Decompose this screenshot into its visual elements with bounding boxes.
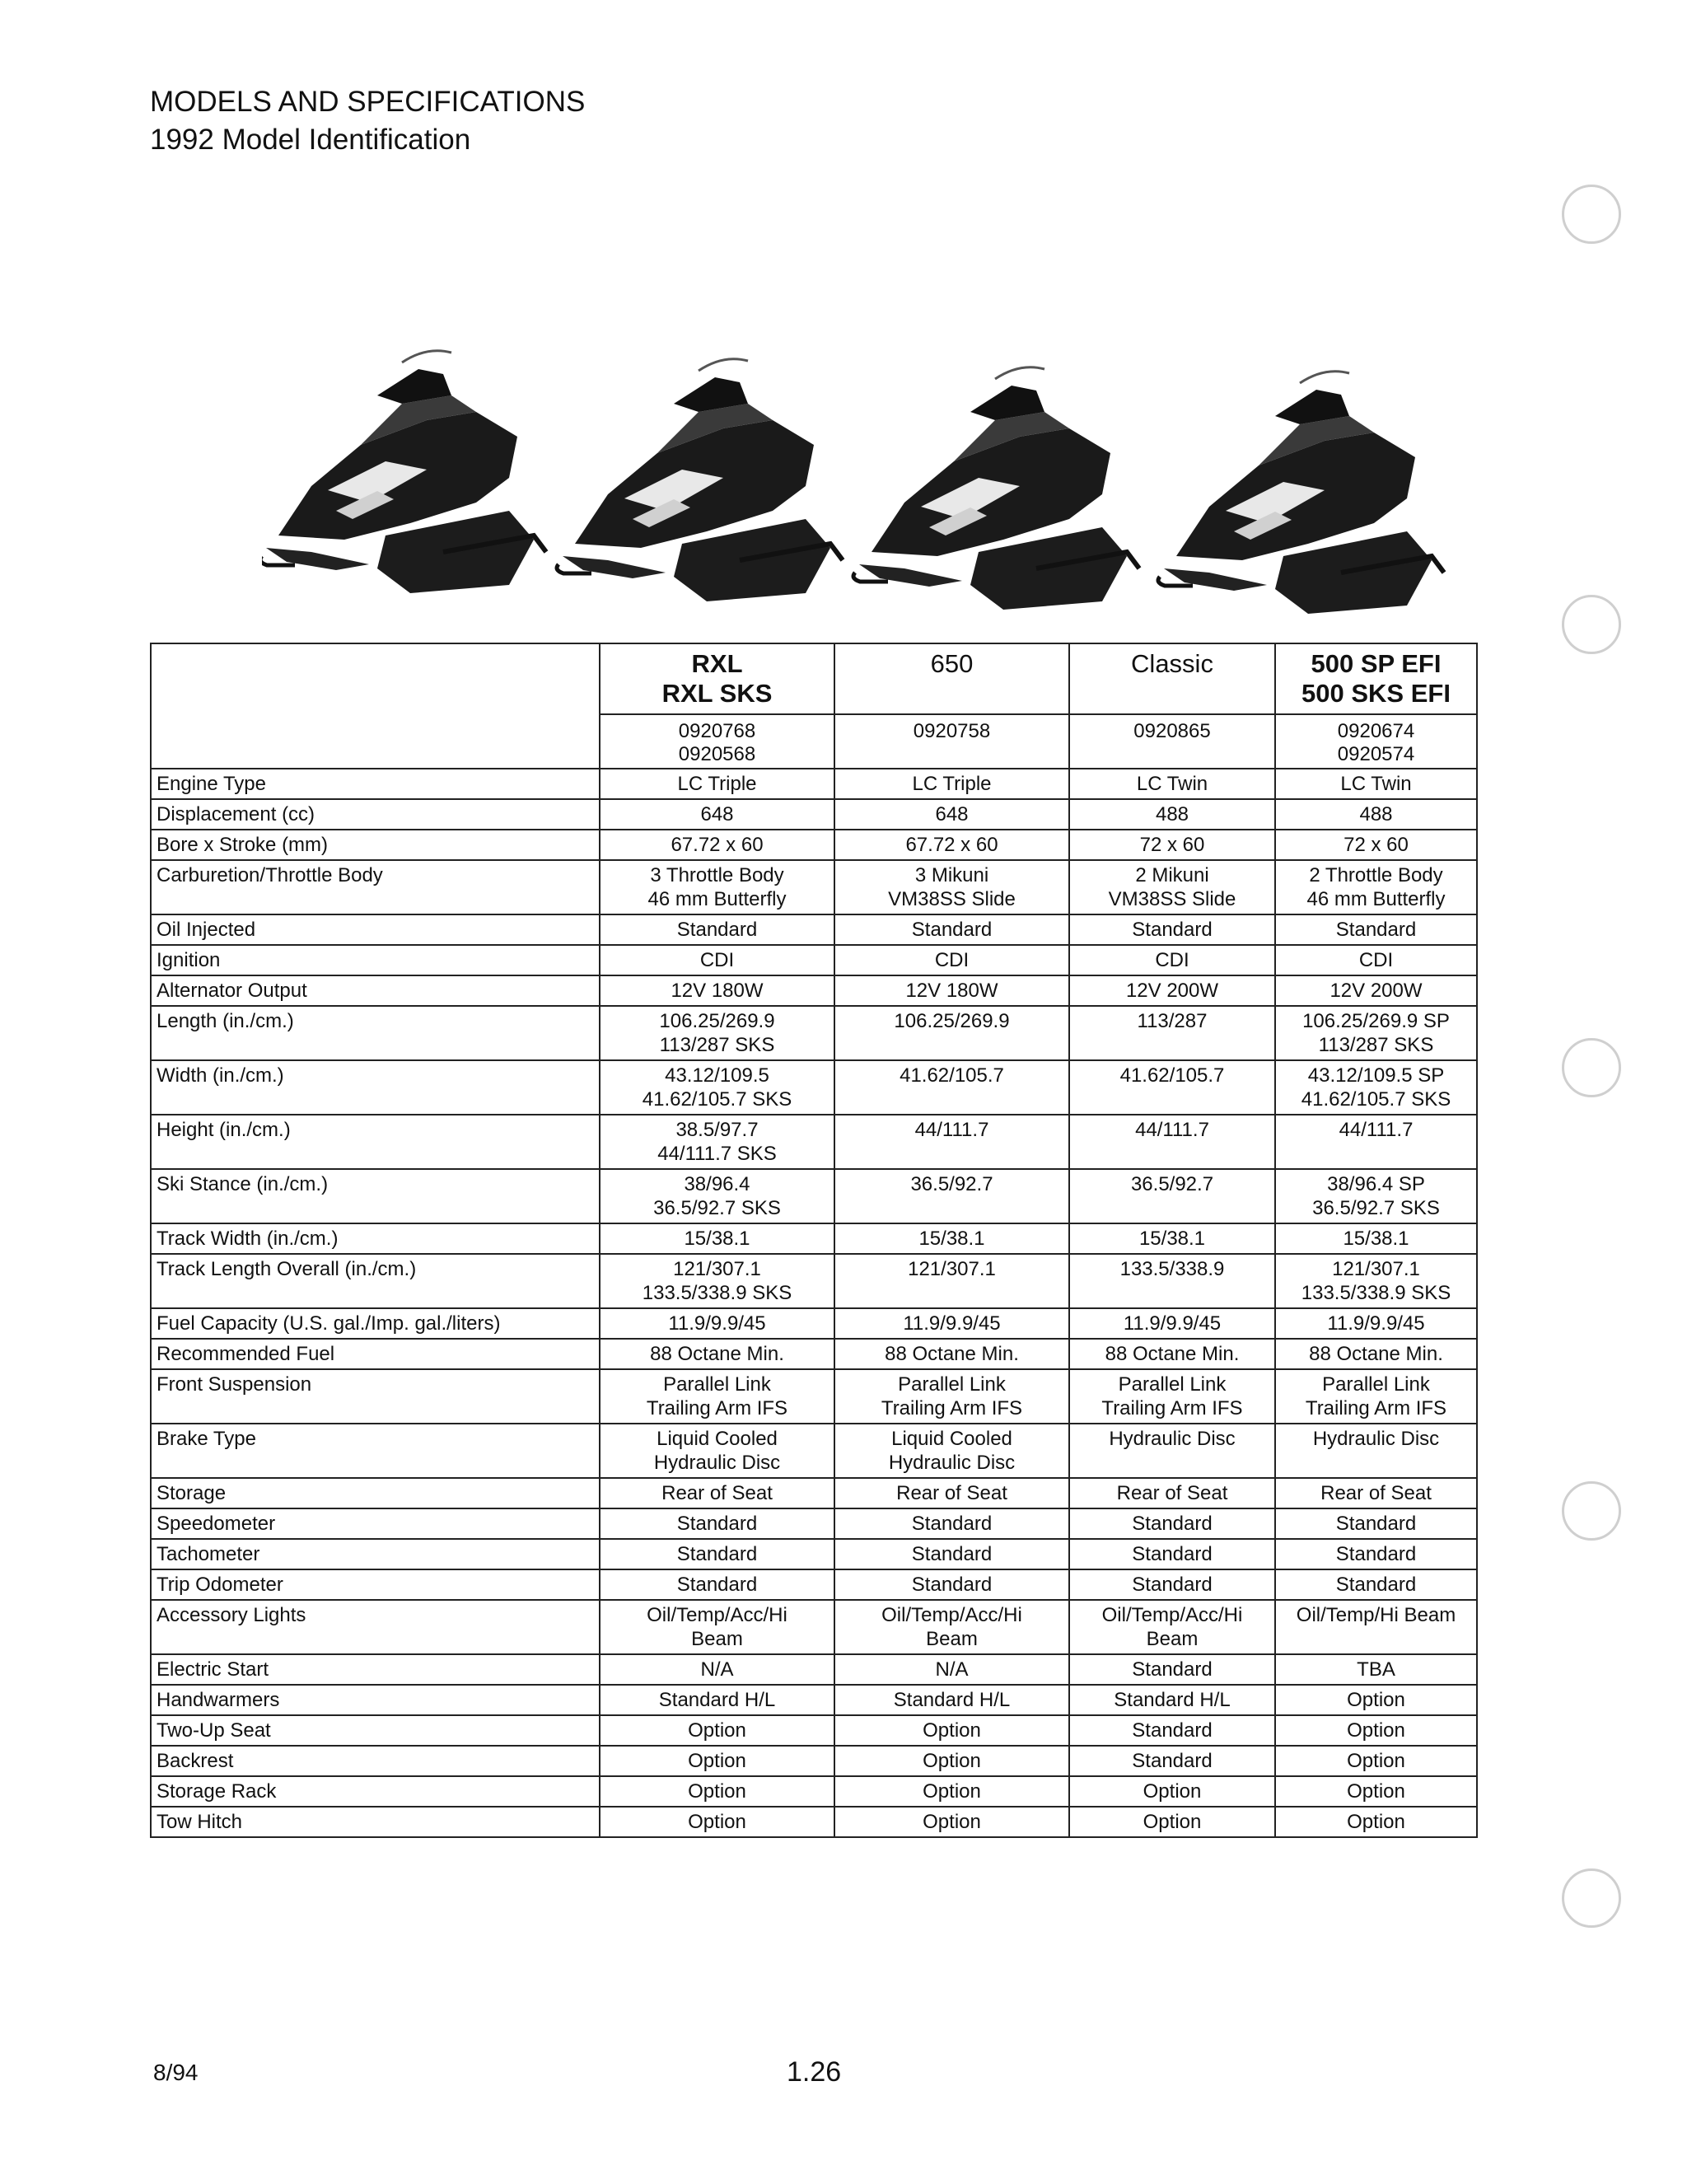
spec-value: 121/307.1 133.5/338.9 SKS <box>1275 1254 1477 1308</box>
spec-value: 36.5/92.7 <box>834 1169 1069 1223</box>
model-name: Classic <box>1069 643 1275 714</box>
spec-value: Hydraulic Disc <box>1069 1424 1275 1478</box>
spec-value: Option <box>834 1746 1069 1776</box>
spec-label: Accessory Lights <box>151 1600 600 1654</box>
binder-hole <box>1562 1481 1621 1541</box>
model-header-row <box>151 643 1477 714</box>
spec-value: 12V 200W <box>1275 975 1477 1006</box>
spec-value: 41.62/105.7 <box>834 1060 1069 1115</box>
spec-value: Standard <box>1069 1539 1275 1569</box>
spec-value: Option <box>1069 1807 1275 1837</box>
spec-label: Height (in./cm.) <box>151 1115 600 1169</box>
table-row <box>151 1006 1477 1060</box>
table-row <box>151 1715 1477 1746</box>
spec-label: Recommended Fuel <box>151 1339 600 1369</box>
model-name: 500 SP EFI 500 SKS EFI <box>1275 643 1477 714</box>
spec-value: 11.9/9.9/45 <box>1275 1308 1477 1339</box>
spec-value: TBA <box>1275 1654 1477 1685</box>
spec-value: Standard <box>1069 1654 1275 1685</box>
table-row <box>151 1478 1477 1508</box>
table-row <box>151 1569 1477 1600</box>
spec-label: Track Width (in./cm.) <box>151 1223 600 1254</box>
spec-value: Option <box>834 1715 1069 1746</box>
spec-value: Standard <box>1275 1569 1477 1600</box>
spec-value: Standard <box>1069 1746 1275 1776</box>
table-row <box>151 1424 1477 1478</box>
table-row <box>151 1508 1477 1539</box>
table-row <box>151 1060 1477 1115</box>
table-row <box>151 1776 1477 1807</box>
spec-value: 38/96.4 SP 36.5/92.7 SKS <box>1275 1169 1477 1223</box>
specifications-table <box>150 643 1478 1838</box>
spec-value: Hydraulic Disc <box>1275 1424 1477 1478</box>
table-row <box>151 860 1477 914</box>
spec-value: 488 <box>1275 799 1477 830</box>
spec-value: 67.72 x 60 <box>834 830 1069 860</box>
spec-value: Option <box>1275 1715 1477 1746</box>
spec-value: Liquid Cooled Hydraulic Disc <box>834 1424 1069 1478</box>
table-row <box>151 975 1477 1006</box>
spec-value: LC Triple <box>600 769 834 799</box>
spec-label: Backrest <box>151 1746 600 1776</box>
spec-value: 67.72 x 60 <box>600 830 834 860</box>
model-name: RXL RXL SKS <box>600 643 834 714</box>
table-row <box>151 1308 1477 1339</box>
spec-value: Parallel Link Trailing Arm IFS <box>834 1369 1069 1424</box>
spec-value: Option <box>834 1776 1069 1807</box>
spec-label: Bore x Stroke (mm) <box>151 830 600 860</box>
spec-value: 15/38.1 <box>1069 1223 1275 1254</box>
model-name: 650 <box>834 643 1069 714</box>
table-row <box>151 1115 1477 1169</box>
spec-value: CDI <box>1275 945 1477 975</box>
spec-value: Rear of Seat <box>600 1478 834 1508</box>
spec-value: Option <box>834 1807 1069 1837</box>
part-number: 0920674 0920574 <box>1275 714 1477 769</box>
spec-label: Ignition <box>151 945 600 975</box>
part-number: 0920758 <box>834 714 1069 769</box>
spec-value: Standard <box>1275 914 1477 945</box>
spec-value: Standard H/L <box>1069 1685 1275 1715</box>
spec-value: Option <box>600 1776 834 1807</box>
table-row <box>151 1369 1477 1424</box>
spec-value: 88 Octane Min. <box>1275 1339 1477 1369</box>
table-row <box>151 1685 1477 1715</box>
spec-value: 72 x 60 <box>1069 830 1275 860</box>
spec-value: Standard <box>600 1508 834 1539</box>
spec-value: 113/287 <box>1069 1006 1275 1060</box>
spec-value: 43.12/109.5 41.62/105.7 SKS <box>600 1060 834 1115</box>
spec-label: Brake Type <box>151 1424 600 1478</box>
spec-value: Rear of Seat <box>1275 1478 1477 1508</box>
part-number: 0920865 <box>1069 714 1275 769</box>
table-row <box>151 1223 1477 1254</box>
spec-value: 15/38.1 <box>600 1223 834 1254</box>
table-row <box>151 1539 1477 1569</box>
spec-label: Fuel Capacity (U.S. gal./Imp. gal./liters) <box>151 1308 600 1339</box>
spec-value: Parallel Link Trailing Arm IFS <box>600 1369 834 1424</box>
spec-value: 15/38.1 <box>834 1223 1069 1254</box>
binder-hole <box>1562 185 1621 244</box>
spec-label: Electric Start <box>151 1654 600 1685</box>
spec-value: 88 Octane Min. <box>1069 1339 1275 1369</box>
spec-label: Displacement (cc) <box>151 799 600 830</box>
spec-value: 43.12/109.5 SP 41.62/105.7 SKS <box>1275 1060 1477 1115</box>
spec-value: CDI <box>600 945 834 975</box>
spec-value: 11.9/9.9/45 <box>834 1308 1069 1339</box>
spec-label: Width (in./cm.) <box>151 1060 600 1115</box>
spec-value: 38.5/97.7 44/111.7 SKS <box>600 1115 834 1169</box>
spec-value: 88 Octane Min. <box>600 1339 834 1369</box>
spec-value: Standard <box>1275 1508 1477 1539</box>
spec-value: N/A <box>600 1654 834 1685</box>
spec-value: 133.5/338.9 <box>1069 1254 1275 1308</box>
table-row <box>151 1169 1477 1223</box>
binder-hole <box>1562 595 1621 654</box>
spec-value: 12V 180W <box>600 975 834 1006</box>
page-number: 1.26 <box>787 2056 842 2088</box>
spec-value: Option <box>1275 1746 1477 1776</box>
table-row <box>151 1807 1477 1837</box>
spec-value: Standard <box>600 914 834 945</box>
snowmobile-lineup-illustration <box>262 346 1530 626</box>
spec-label: Trip Odometer <box>151 1569 600 1600</box>
spec-value: 106.25/269.9 <box>834 1006 1069 1060</box>
spec-value: 11.9/9.9/45 <box>600 1308 834 1339</box>
spec-value: Oil/Temp/Acc/Hi Beam <box>834 1600 1069 1654</box>
spec-value: Option <box>1069 1776 1275 1807</box>
spec-value: 106.25/269.9 SP 113/287 SKS <box>1275 1006 1477 1060</box>
spec-value: Oil/Temp/Acc/Hi Beam <box>600 1600 834 1654</box>
binder-hole <box>1562 1868 1621 1928</box>
spec-value: LC Twin <box>1275 769 1477 799</box>
spec-value: 648 <box>600 799 834 830</box>
spec-value: Option <box>1275 1807 1477 1837</box>
spec-value: N/A <box>834 1654 1069 1685</box>
spec-value: Standard <box>1069 914 1275 945</box>
spec-value: Standard <box>1275 1539 1477 1569</box>
spec-value: Standard <box>834 914 1069 945</box>
spec-value: Standard <box>834 1508 1069 1539</box>
spec-value: Standard <box>600 1539 834 1569</box>
spec-value: 488 <box>1069 799 1275 830</box>
table-row <box>151 830 1477 860</box>
spec-value: Oil/Temp/Acc/Hi Beam <box>1069 1600 1275 1654</box>
spec-label: Carburetion/Throttle Body <box>151 860 600 914</box>
spec-value: 41.62/105.7 <box>1069 1060 1275 1115</box>
spec-value: Oil/Temp/Hi Beam <box>1275 1600 1477 1654</box>
spec-value: 38/96.4 36.5/92.7 SKS <box>600 1169 834 1223</box>
table-row <box>151 1746 1477 1776</box>
spec-value: Option <box>1275 1776 1477 1807</box>
spec-label: Storage Rack <box>151 1776 600 1807</box>
spec-value: Standard <box>1069 1569 1275 1600</box>
spec-value: Standard H/L <box>600 1685 834 1715</box>
spec-value: 106.25/269.9 113/287 SKS <box>600 1006 834 1060</box>
spec-label: Handwarmers <box>151 1685 600 1715</box>
spec-label: Track Length Overall (in./cm.) <box>151 1254 600 1308</box>
spec-label: Ski Stance (in./cm.) <box>151 1169 600 1223</box>
spec-label: Speedometer <box>151 1508 600 1539</box>
spec-value: LC Triple <box>834 769 1069 799</box>
spec-value: CDI <box>1069 945 1275 975</box>
spec-value: 121/307.1 <box>834 1254 1069 1308</box>
spec-value: Parallel Link Trailing Arm IFS <box>1069 1369 1275 1424</box>
spec-value: 2 Mikuni VM38SS Slide <box>1069 860 1275 914</box>
spec-value: Parallel Link Trailing Arm IFS <box>1275 1369 1477 1424</box>
spec-label: Alternator Output <box>151 975 600 1006</box>
spec-value: 44/111.7 <box>834 1115 1069 1169</box>
spec-value: Liquid Cooled Hydraulic Disc <box>600 1424 834 1478</box>
spec-value: Option <box>600 1807 834 1837</box>
spec-value: Rear of Seat <box>834 1478 1069 1508</box>
spec-label: Front Suspension <box>151 1369 600 1424</box>
spec-value: 3 Mikuni VM38SS Slide <box>834 860 1069 914</box>
spec-value: Standard <box>600 1569 834 1600</box>
spec-value: Option <box>600 1715 834 1746</box>
spec-label: Two-Up Seat <box>151 1715 600 1746</box>
spec-value: Standard <box>834 1569 1069 1600</box>
spec-value: 36.5/92.7 <box>1069 1169 1275 1223</box>
table-row <box>151 769 1477 799</box>
spec-value: 72 x 60 <box>1275 830 1477 860</box>
spec-value: 12V 200W <box>1069 975 1275 1006</box>
spec-value: 12V 180W <box>834 975 1069 1006</box>
spec-value: 648 <box>834 799 1069 830</box>
spec-value: 121/307.1 133.5/338.9 SKS <box>600 1254 834 1308</box>
blank-header-cell <box>151 643 600 769</box>
spec-value: 88 Octane Min. <box>834 1339 1069 1369</box>
spec-value: 44/111.7 <box>1069 1115 1275 1169</box>
spec-value: 15/38.1 <box>1275 1223 1477 1254</box>
spec-label: Oil Injected <box>151 914 600 945</box>
spec-value: 11.9/9.9/45 <box>1069 1308 1275 1339</box>
spec-label: Storage <box>151 1478 600 1508</box>
spec-value: 44/111.7 <box>1275 1115 1477 1169</box>
table-row <box>151 1654 1477 1685</box>
spec-value: Standard <box>1069 1508 1275 1539</box>
table-row <box>151 945 1477 975</box>
spec-label: Tachometer <box>151 1539 600 1569</box>
spec-label: Tow Hitch <box>151 1807 600 1837</box>
spec-label: Engine Type <box>151 769 600 799</box>
spec-label: Length (in./cm.) <box>151 1006 600 1060</box>
spec-value: 2 Throttle Body 46 mm Butterfly <box>1275 860 1477 914</box>
part-number: 0920768 0920568 <box>600 714 834 769</box>
table-row <box>151 1339 1477 1369</box>
spec-value: Rear of Seat <box>1069 1478 1275 1508</box>
spec-value: LC Twin <box>1069 769 1275 799</box>
table-row <box>151 1600 1477 1654</box>
table-row <box>151 914 1477 945</box>
spec-value: Standard H/L <box>834 1685 1069 1715</box>
spec-value: 3 Throttle Body 46 mm Butterfly <box>600 860 834 914</box>
revision-date: 8/94 <box>153 2060 199 2085</box>
page-subtitle: 1992 Model Identification <box>150 124 471 156</box>
table-row <box>151 799 1477 830</box>
spec-value: CDI <box>834 945 1069 975</box>
page-title: MODELS AND SPECIFICATIONS <box>150 86 586 118</box>
spec-value: Option <box>600 1746 834 1776</box>
spec-value: Standard <box>834 1539 1069 1569</box>
table-row <box>151 1254 1477 1308</box>
spec-value: Standard <box>1069 1715 1275 1746</box>
spec-value: Option <box>1275 1685 1477 1715</box>
binder-hole <box>1562 1038 1621 1097</box>
